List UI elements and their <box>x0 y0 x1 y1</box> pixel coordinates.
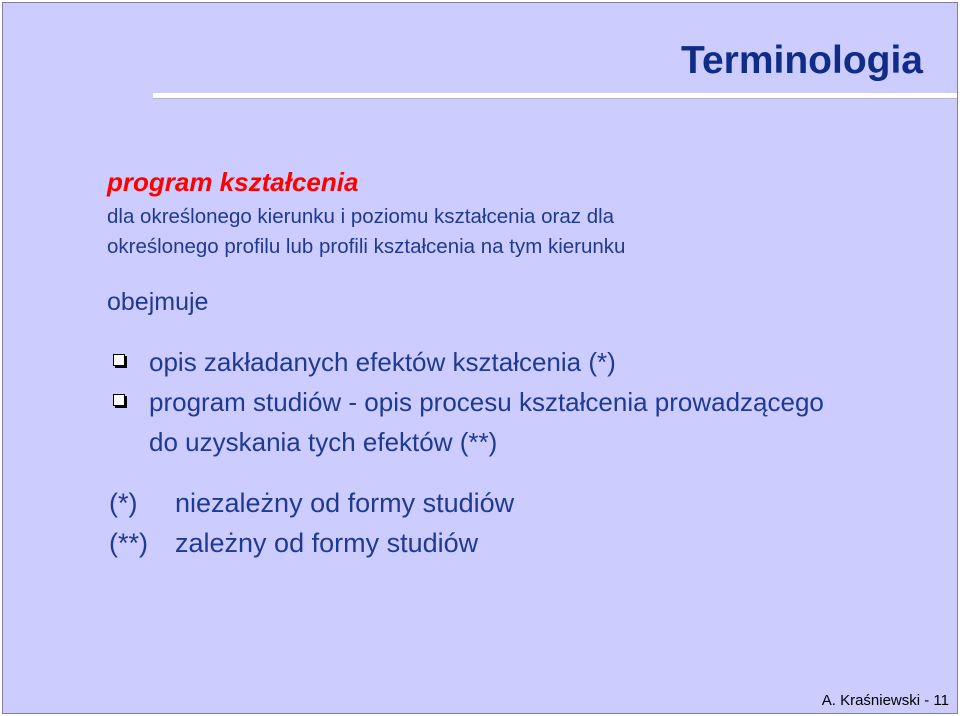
slide-title: Terminologia <box>681 39 923 82</box>
checkbox-bullet-icon <box>113 394 125 406</box>
bullet-text: opis zakładanych efektów kształcenia (*) <box>149 347 616 377</box>
slide <box>2 2 958 714</box>
footnotes <box>109 483 514 563</box>
bullet-list <box>109 342 849 462</box>
footnote-text: niezależny od formy studiów <box>175 488 515 518</box>
description-line: określonego profilu lub profili kształcenia na tym kierunku <box>107 235 626 258</box>
slide-footer: A. Kraśniewski - 11 <box>821 692 949 709</box>
obejmuje-label: obejmuje <box>107 288 209 316</box>
footnote-text: zależny od formy studiów <box>175 528 479 558</box>
bullet-item <box>109 382 849 462</box>
term-description <box>107 202 625 262</box>
description-line: dla określonego kierunku i poziomu kształcenia oraz dla <box>107 205 615 228</box>
footnote-row <box>109 483 514 523</box>
footnote-row <box>109 523 514 563</box>
bullet-text: program studiów - opis procesu kształcenia prowadzącego do uzyskania tych efektów (**) <box>149 387 824 457</box>
term-heading: program kształcenia <box>107 167 359 197</box>
checkbox-bullet-icon <box>113 354 125 366</box>
footnote-mark: (**) <box>109 528 148 558</box>
bullet-item <box>109 342 849 382</box>
title-underline <box>153 93 957 99</box>
footnote-mark: (*) <box>109 488 138 518</box>
